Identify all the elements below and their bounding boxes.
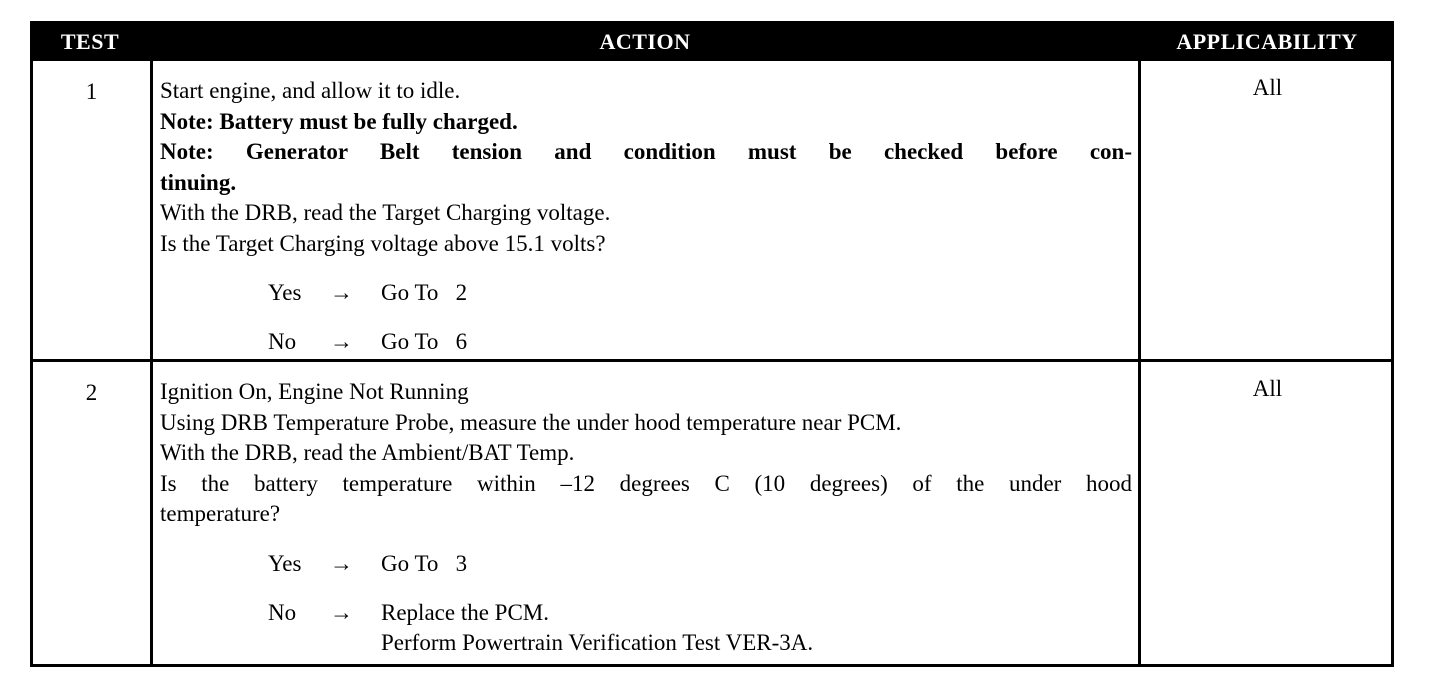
arrow-icon: →	[330, 599, 353, 625]
diagnostic-table	[30, 21, 1394, 667]
note-line: Note: Battery must be fully charged.	[160, 108, 518, 134]
table-row	[33, 362, 1391, 667]
yes-branch	[268, 278, 1132, 308]
applicability-value: All	[1252, 376, 1283, 401]
arrow-icon: →	[330, 280, 353, 305]
table-row	[33, 61, 1391, 359]
header-applicability: APPLICABILITY	[1176, 29, 1358, 54]
question-line: Is the Target Charging voltage above 15.1 volts?	[160, 230, 606, 256]
header-action: ACTION	[599, 29, 691, 54]
question-line: temperature?	[160, 501, 281, 526]
note-line: Note: Generator Belt tension and condition must be checked before con-	[160, 139, 1132, 164]
arrow-icon: →	[330, 550, 353, 576]
table-header-row	[30, 21, 1394, 61]
header-test: TEST	[60, 29, 120, 54]
no-branch-continued	[268, 628, 1132, 656]
yes-result: Go To 2	[381, 280, 468, 305]
yes-label: Yes	[268, 280, 302, 305]
action-line: Using DRB Temperature Probe, measure the under hood temperature near PCM.	[160, 409, 902, 435]
no-result: Replace the PCM.	[381, 599, 549, 625]
note-line: tinuing.	[160, 169, 237, 195]
question-line: Is the battery temperature within –12 degrees C (10 degrees) of the under hood	[160, 470, 1132, 496]
arrow-icon: →	[330, 329, 353, 354]
action-line: Start engine, and allow it to idle.	[160, 78, 461, 103]
no-result: Go To 6	[381, 329, 468, 354]
applicability-value: All	[1252, 75, 1283, 100]
action-line: With the DRB, read the Target Charging voltage.	[160, 200, 611, 225]
action-cell	[160, 76, 1132, 357]
no-branch	[268, 327, 1132, 357]
no-label: No	[268, 329, 297, 354]
yes-result: Go To 3	[381, 550, 468, 576]
test-number: 1	[85, 79, 98, 104]
no-result-continued: Perform Powertrain Verification Test VER-3A.	[381, 629, 814, 655]
yes-label: Yes	[268, 550, 302, 576]
test-number: 2	[85, 380, 98, 405]
no-label: No	[268, 599, 297, 625]
action-cell	[160, 377, 1132, 656]
action-line: With the DRB, read the Ambient/BAT Temp.	[160, 440, 575, 465]
yes-branch	[268, 549, 1132, 579]
action-line: Ignition On, Engine Not Running	[160, 379, 469, 404]
no-branch	[268, 598, 1132, 628]
